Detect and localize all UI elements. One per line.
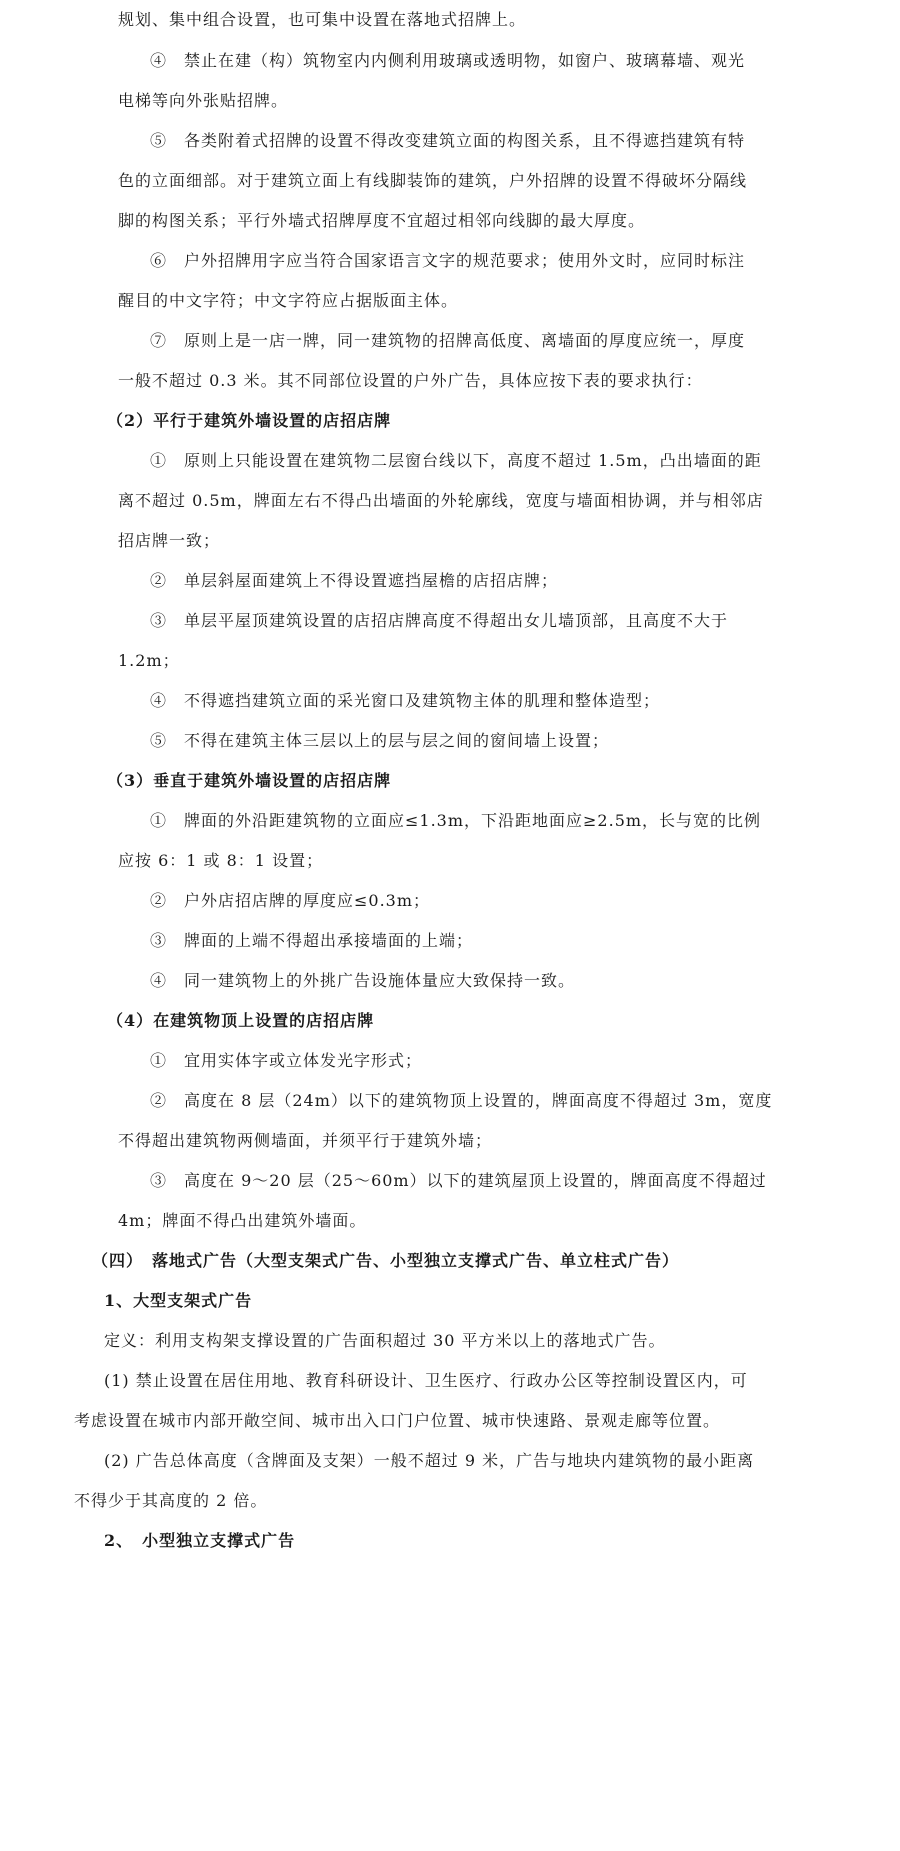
section-heading: （4）在建筑物顶上设置的店招店牌 (107, 1011, 375, 1030)
text-line: ⑦ 原则上是一店一牌，同一建筑物的招牌高低度、离墙面的厚度应统一，厚度 (150, 331, 746, 350)
text-line: ④ 同一建筑物上的外挑广告设施体量应大致保持一致。 (150, 971, 576, 990)
text-line: ③ 单层平屋顶建筑设置的店招店牌高度不得超出女儿墙顶部，且高度不大于 (150, 611, 729, 630)
text-line: ② 高度在 8 层（24m）以下的建筑物顶上设置的，牌面高度不得超过 3m，宽度 (150, 1091, 773, 1110)
text-line: 醒目的中文字符；中文字符应占据版面主体。 (118, 291, 459, 310)
text-line: 1.2m； (118, 651, 180, 670)
text-line: 考虑设置在城市内部开敞空间、城市出入口门户位置、城市快速路、景观走廊等位置。 (74, 1411, 721, 1430)
text-line: 招店牌一致； (118, 531, 221, 550)
text-line: 规划、集中组合设置，也可集中设置在落地式招牌上。 (118, 10, 527, 29)
section-heading: （2）平行于建筑外墙设置的店招店牌 (107, 411, 392, 430)
text-line: 脚的构图关系；平行外墙式招牌厚度不宜超过相邻向线脚的最大厚度。 (118, 211, 646, 230)
text-line: 电梯等向外张贴招牌。 (118, 91, 289, 110)
text-line: 不得少于其高度的 2 倍。 (74, 1491, 268, 1510)
text-line: ④ 禁止在建（构）筑物室内内侧利用玻璃或透明物，如窗户、玻璃幕墙、观光 (150, 51, 746, 70)
text-line: ① 原则上只能设置在建筑物二层窗台线以下，高度不超过 1.5m，凸出墙面的距 (150, 451, 762, 470)
text-line: 离不超过 0.5m，牌面左右不得凸出墙面的外轮廓线，宽度与墙面相协调，并与相邻店 (118, 491, 764, 510)
text-line: ⑤ 各类附着式招牌的设置不得改变建筑立面的构图关系，且不得遮挡建筑有特 (150, 131, 746, 150)
text-line: (1) 禁止设置在居住用地、教育科研设计、卫生医疗、行政办公区等控制设置区内，可 (104, 1371, 748, 1390)
text-line: ② 户外店招店牌的厚度应≤0.3m； (150, 891, 431, 910)
subsection-heading: 2、 小型独立支撑式广告 (104, 1531, 296, 1550)
text-line: ② 单层斜屋面建筑上不得设置遮挡屋檐的店招店牌； (150, 571, 559, 590)
text-line: ① 牌面的外沿距建筑物的立面应≤1.3m，下沿距地面应≥2.5m，长与宽的比例 (150, 811, 762, 830)
text-line: 4m；牌面不得凸出建筑外墙面。 (118, 1211, 367, 1230)
text-line: 一般不超过 0.3 米。其不同部位设置的户外广告，具体应按下表的要求执行： (118, 371, 703, 390)
text-line: ④ 不得遮挡建筑立面的采光窗口及建筑物主体的肌理和整体造型； (150, 691, 661, 710)
text-line: ⑥ 户外招牌用字应当符合国家语言文字的规范要求；使用外文时，应同时标注 (150, 251, 746, 270)
text-line: ③ 牌面的上端不得超出承接墙面的上端； (150, 931, 474, 950)
text-line: ① 宜用实体字或立体发光字形式； (150, 1051, 423, 1070)
section-heading: （3）垂直于建筑外墙设置的店招店牌 (107, 771, 392, 790)
text-line: ⑤ 不得在建筑主体三层以上的层与层之间的窗间墙上设置； (150, 731, 610, 750)
text-line: (2) 广告总体高度（含牌面及支架）一般不超过 9 米，广告与地块内建筑物的最小距离 (104, 1451, 755, 1470)
text-line: 不得超出建筑物两侧墙面，并须平行于建筑外墙； (118, 1131, 493, 1150)
chapter-heading: （四） 落地式广告（大型支架式广告、小型独立支撑式广告、单立柱式广告） (92, 1251, 680, 1270)
text-line: 定义：利用支构架支撑设置的广告面积超过 30 平方米以上的落地式广告。 (104, 1331, 666, 1350)
text-line: 色的立面细部。对于建筑立面上有线脚装饰的建筑，户外招牌的设置不得破坏分隔线 (118, 171, 748, 190)
text-line: ③ 高度在 9～20 层（25～60m）以下的建筑屋顶上设置的，牌面高度不得超过 (150, 1171, 767, 1190)
subsection-heading: 1、大型支架式广告 (104, 1291, 253, 1310)
text-line: 应按 6：1 或 8：1 设置； (118, 851, 324, 870)
